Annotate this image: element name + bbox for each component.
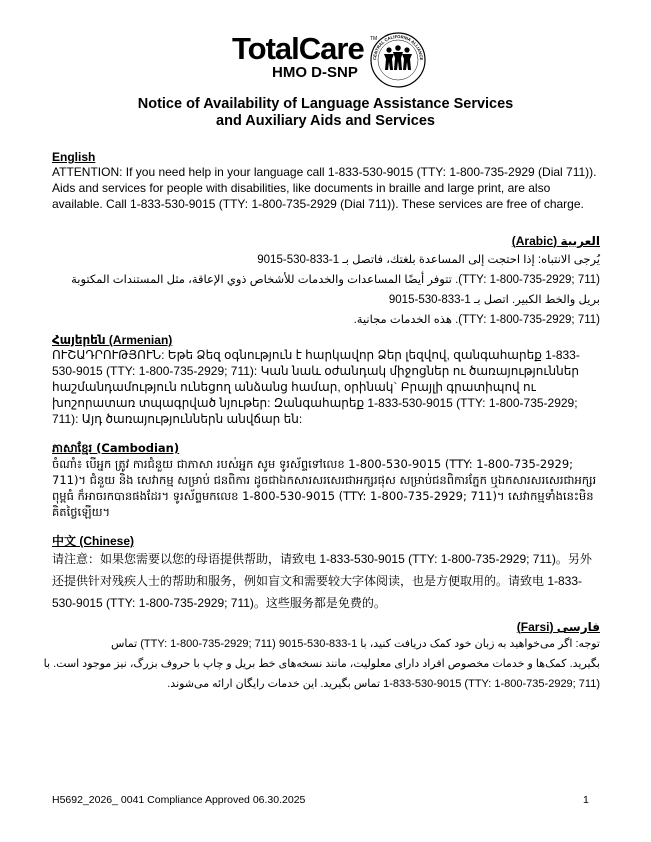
brand-name: TotalCare: [232, 31, 364, 66]
section-cambodian: [52, 440, 600, 520]
arabic-line-2: (TTY: 1-800-735-2929; 711). تتوفر أيضًا المساعدات والخدمات للأشخاص ذوي الإعاقة، مثل المستندات المكتوبة: [71, 274, 600, 286]
plan-name: HMO D-SNP: [272, 64, 358, 81]
section-english: [52, 150, 600, 212]
page-title: [40, 96, 611, 130]
section-farsi: [43, 620, 600, 694]
arabic-line-3: بريل والخط الكبير. اتصل بـ 1-833-530-9015: [388, 294, 600, 306]
section-arabic: [52, 234, 600, 330]
alliance-seal-icon: [368, 26, 428, 102]
seal-text: CENTRAL CALIFORNIA ALLIANCE: [371, 33, 425, 61]
text-cambodian: ចំណាំ៖ បើអ្នក ត្រូវ ការជំនួយ ជាភាសា របស់អ្នក សូម ទូរស័ព្ទទៅលេខ 1-800-530-9015 (TTY: 1-800-735-2929; 711)។ ជំនួយ និង សេវាកម្ម សម្រាប់ ជនពិការ ដូចជាឯកសារសរសេរជាអក្សរផុស សម្រាប់ជនពិការភ្នែក ឬឯកសារសរសេរជាអក្សរពុម្ពធំ ក៏អាចរកបានផងដែរ។ ទូរស័ព្ទមកលេខ 1-800-530-9015 (TTY: 1-800-735-2929; 711)។ សេវាកម្មទាំងនេះមិនគិតថ្លៃឡើយ។: [52, 457, 597, 519]
farsi-line-1: توجه: اگر می‌خواهید به زبان خود کمک دریافت کنید، با 1-833-530-9015 (TTY: 1-800-735-2929; 711) تماس: [110, 638, 600, 650]
arabic-line-1: يُرجى الانتباه: إذا احتجت إلى المساعدة بلغتك، فاتصل بـ 1-833-530-9015: [257, 254, 600, 266]
heading-cambodian: ភាសាខ្មែរ (Cambodian): [52, 441, 180, 455]
heading-armenian: Հայերեն (Armenian): [52, 333, 173, 347]
title-line-1: Notice of Availability of Language Assistance Services: [137, 96, 514, 112]
compliance-code: H5692_2026_ 0041 Compliance Approved 06.30.2025: [52, 794, 306, 806]
heading-farsi: فارسی (Farsi): [516, 620, 600, 634]
section-armenian: [52, 333, 600, 427]
text-english: ATTENTION: If you need help in your language call 1-833-530-9015 (TTY: 1-800-735-2929 (Dial 711)). Aids and services for people with disabilities, like documents in braille and large print, are also available. Call 1-833-530-9015 (TTY: 1-800-735-2929 (Dial 711)). These services are free of charge.: [52, 165, 597, 211]
brand-trademark: TM: [370, 36, 378, 42]
section-chinese: [52, 534, 600, 614]
totalcare-logo: [228, 26, 428, 104]
arabic-line-4: (TTY: 1-800-735-2929; 711). هذه الخدمات مجانية.: [353, 314, 600, 326]
page-number: 1: [583, 794, 589, 806]
farsi-line-2: بگیرید. کمک‌ها و خدمات مخصوص افراد دارای معلولیت، مانند نسخه‌های خط بریل و چاپ با حروف بزرگ، نیز موجود است. با: [43, 658, 600, 670]
heading-english: English: [52, 150, 96, 164]
text-chinese: 请注意：如果您需要以您的母语提供帮助，请致电 1-833-530-9015 (TTY: 1-800-735-2929; 711)。另外还提供针对残疾人士的帮助和服务，例如盲文和需要较大字体阅读，也是方便取用的。请致电 1-833-530-9015 (TTY: 1-800-735-2929; 711)。这些服务都是免费的。: [52, 552, 592, 610]
farsi-line-3: (TTY: 1-800-735-2929; 711) 1-833-530-9015 تماس بگیرید. این خدمات رایگان ارائه می‌شوند.: [167, 678, 600, 690]
heading-arabic: العربية (Arabic): [511, 234, 600, 248]
title-line-2: and Auxiliary Aids and Services: [216, 113, 435, 129]
heading-chinese: 中文 (Chinese): [52, 534, 135, 548]
text-armenian: ՈՒՇԱԴՐՈՒԹՅՈՒՆ: Եթե Ձեզ օգնություն է հարկավոր Ձեր լեզվով, զանգահարեք 1-833-530-9015 (TTY: 1-800-735-2929; 711): Կան նաև օժանդակ միջոցներ ու ծառայություններ հաշմանդամություն ունեցող անձանց համար, օրինակ` Բրայլի գրատիպով ու խոշորատառ տպագրված նյութեր: Զանգահարեք 1-833-530-9015 (TTY: 1-800-735-2929; 711): Այդ ծառայություններն անվճար են:: [52, 348, 580, 426]
